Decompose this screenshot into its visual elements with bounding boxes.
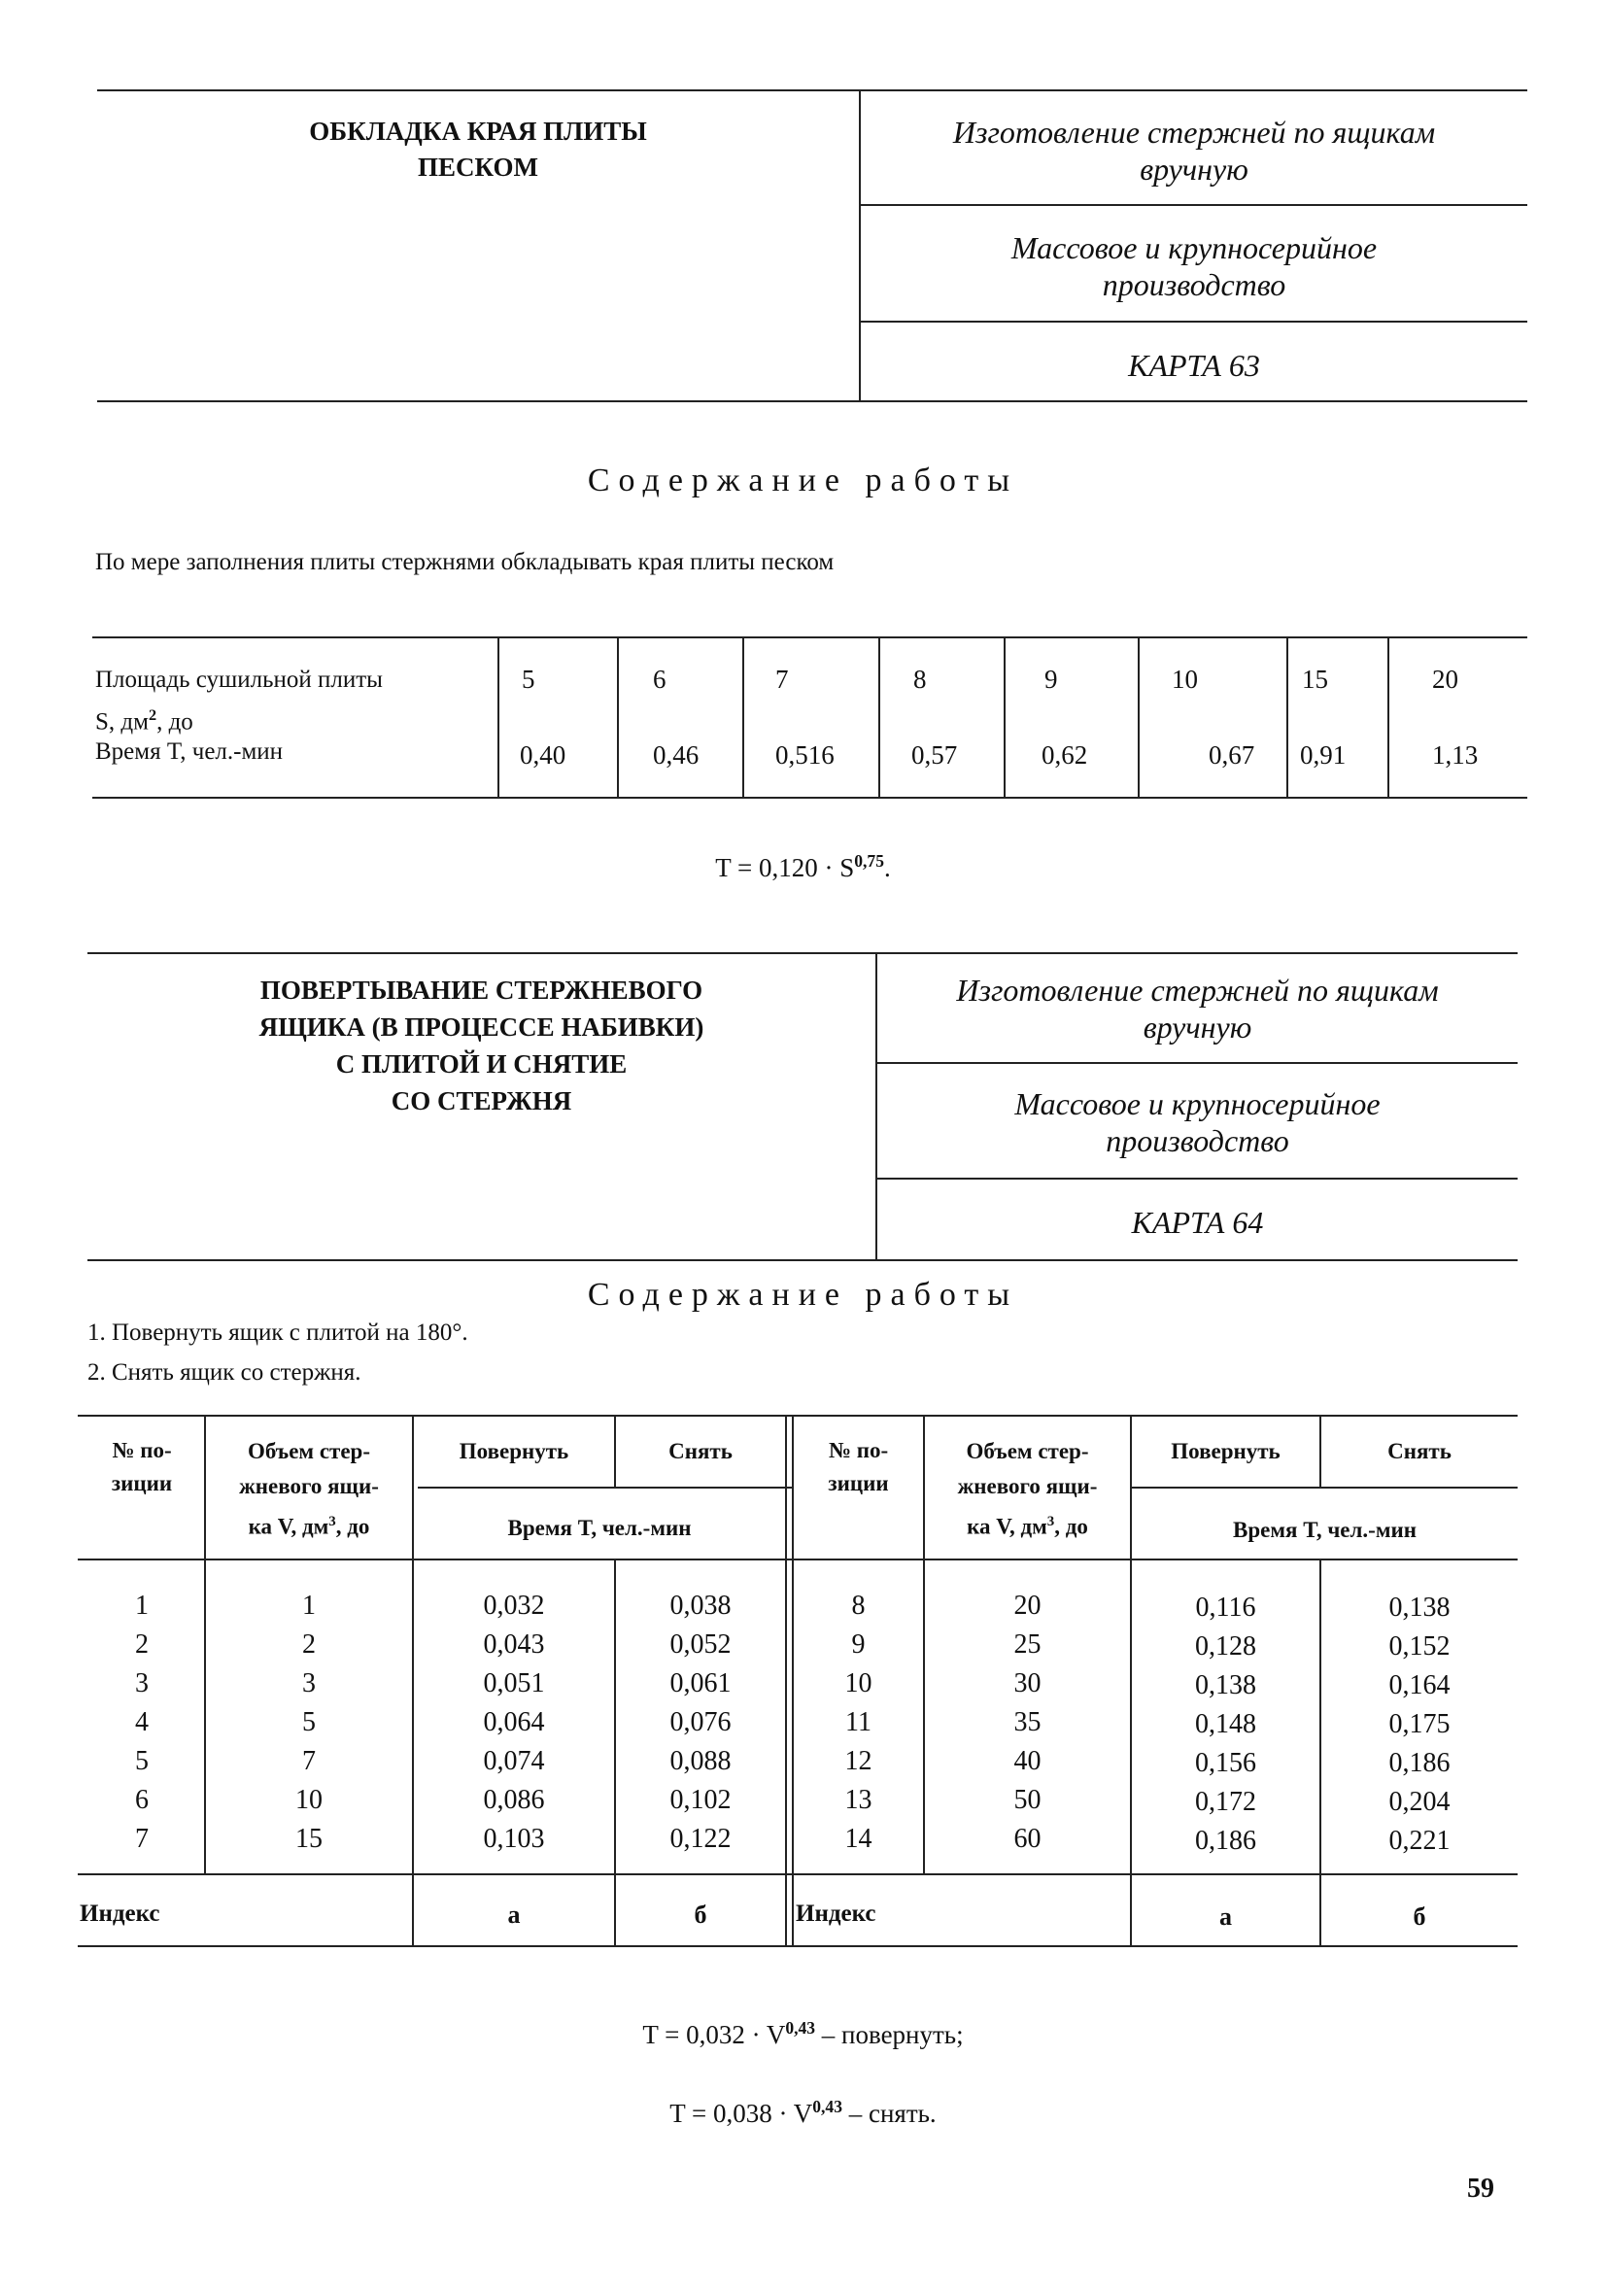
table-cell-vol: 1 (302, 1591, 316, 1621)
table-cell-vol: 3 (302, 1668, 316, 1698)
table-cell-turn: 0,086 (483, 1785, 545, 1815)
area-label-line1: Площадь сушильной плиты (95, 667, 383, 693)
area-value: 5 (522, 665, 535, 694)
area-value: 6 (653, 665, 666, 694)
card63-production (861, 229, 1527, 303)
card64-step1: 1. Повернуть ящик с плитой на 180°. (87, 1319, 468, 1346)
table-cell-turn: 0,128 (1195, 1631, 1256, 1662)
table-cell-remove: 0,204 (1388, 1787, 1451, 1817)
card63-number: КАРТА 63 (1128, 348, 1260, 383)
table-cell-remove: 0,088 (669, 1746, 732, 1776)
header-volume: Объем стер- жневого ящи- ка V, $дм^3$, до (239, 1439, 379, 1539)
table-cell-pos: 2 (135, 1629, 149, 1660)
table-cell-turn: 0,064 (483, 1707, 545, 1737)
area-label (95, 663, 494, 739)
card63-section-title: Содержание работы (587, 463, 1019, 498)
card63-process (861, 114, 1527, 188)
card64-title-line3: С ПЛИТОЙ И СНЯТИЕ (335, 1049, 628, 1079)
table-cell-turn: 0,156 (1195, 1748, 1256, 1778)
index-a: а (1219, 1902, 1232, 1931)
table-cell-vol: 20 (1013, 1591, 1042, 1621)
time-value: 0,40 (520, 740, 566, 770)
area-value: 20 (1432, 665, 1458, 694)
table-cell-turn: 0,043 (483, 1629, 545, 1660)
header-position: № по- зиции (828, 1438, 889, 1495)
table-cell-remove: 0,052 (669, 1629, 732, 1660)
table-cell-pos: 5 (135, 1746, 149, 1776)
table-cell-turn: 0,172 (1195, 1787, 1256, 1817)
time-label: Время T, чел.-мин (95, 738, 284, 765)
area-value: 10 (1172, 665, 1198, 694)
time-value: 0,57 (911, 740, 958, 770)
card64-title-line2: ЯЩИКА (В ПРОЦЕССЕ НАБИВКИ) (258, 1012, 704, 1042)
time-value: 0,62 (1042, 740, 1088, 770)
card63-process-line1: Изготовление стержней по ящикам (952, 115, 1436, 150)
table-cell-vol: 35 (1013, 1707, 1042, 1737)
table-cell-vol: 2 (302, 1629, 316, 1660)
card63-content: По мере заполнения плиты стержнями обкладывать края плиты песком (95, 549, 835, 575)
table-cell-remove: 0,138 (1388, 1593, 1451, 1623)
header-volume: Объем стер- жневого ящи- ка V, $дм^3$, до (957, 1439, 1098, 1539)
header-turn: Повернуть (1171, 1439, 1281, 1463)
card63-production-line1: Массовое и крупносерийное (1010, 230, 1378, 265)
table-cell-remove: 0,038 (669, 1591, 732, 1621)
table-cell-vol: 40 (1013, 1746, 1042, 1776)
table-cell-remove: 0,186 (1388, 1748, 1451, 1778)
card64-title-line1: ПОВЕРТЫВАНИЕ СТЕРЖНЕВОГО (259, 976, 703, 1005)
table-cell-vol: 5 (302, 1707, 316, 1737)
table-cell-turn: 0,186 (1195, 1826, 1256, 1856)
area-value: 15 (1302, 665, 1328, 694)
time-value: 1,13 (1432, 740, 1479, 770)
table-cell-vol: 15 (295, 1824, 323, 1854)
card64-process-line2: вручную (1143, 1010, 1252, 1045)
header-position: № по- зиции (111, 1438, 173, 1495)
card63-production-line2: производство (1102, 267, 1286, 302)
card64-process-line1: Изготовление стержней по ящикам (956, 973, 1439, 1008)
time-value: 0,46 (653, 740, 700, 770)
table-cell-vol: 30 (1013, 1668, 1042, 1698)
table-cell-turn: 0,032 (483, 1591, 545, 1621)
card63-formula: T = 0,120 · S$^{0,75}$. (715, 851, 891, 882)
table-cell-remove: 0,122 (669, 1824, 732, 1854)
table-cell-remove: 0,221 (1388, 1826, 1451, 1856)
area-value: 7 (775, 665, 789, 694)
card64-formula-turn: T = 0,032 · V$^{0,43}$ – повернуть; (642, 2018, 964, 2049)
table-cell-vol: 7 (302, 1746, 316, 1776)
header-remove: Снять (1387, 1439, 1452, 1463)
table-cell-turn: 0,051 (483, 1668, 545, 1698)
table-cell-remove: 0,152 (1388, 1631, 1451, 1662)
page-number: 59 (1467, 2174, 1494, 2204)
table-cell-pos: 12 (844, 1746, 872, 1776)
card63-title-line1: ОБКЛАДКА КРАЯ ПЛИТЫ (309, 117, 647, 146)
table-cell-pos: 1 (135, 1591, 149, 1621)
index-label: Индекс (796, 1901, 876, 1927)
table-cell-turn: 0,103 (483, 1824, 545, 1854)
table-cell-pos: 3 (135, 1668, 149, 1698)
table-cell-vol: 60 (1013, 1824, 1042, 1854)
table-cell-turn: 0,074 (483, 1746, 545, 1776)
card64-number: КАРТА 64 (1131, 1205, 1264, 1240)
table-cell-turn: 0,148 (1195, 1709, 1256, 1739)
card64-section-title: Содержание работы (587, 1277, 1019, 1313)
card63-title-line2: ПЕСКОМ (418, 153, 538, 182)
table-cell-vol: 25 (1013, 1629, 1042, 1660)
header-remove: Снять (668, 1439, 733, 1463)
table-cell-remove: 0,076 (669, 1707, 732, 1737)
index-label: Индекс (80, 1901, 160, 1927)
card64-production (877, 1085, 1518, 1159)
table-cell-turn: 0,138 (1195, 1670, 1256, 1700)
card64-process (877, 972, 1518, 1045)
index-b: б (1413, 1902, 1426, 1931)
header-time: Время T, чел.-мин (1233, 1518, 1417, 1542)
table-cell-pos: 4 (135, 1707, 149, 1737)
card64-title (87, 972, 875, 1119)
table-cell-remove: 0,164 (1388, 1670, 1451, 1700)
table-cell-remove: 0,061 (669, 1668, 732, 1698)
header-time: Время T, чел.-мин (507, 1516, 692, 1540)
card64-production-line1: Массовое и крупносерийное (1014, 1086, 1381, 1121)
table-cell-pos: 7 (135, 1824, 149, 1854)
table-cell-turn: 0,116 (1195, 1593, 1256, 1623)
table-cell-pos: 10 (844, 1668, 872, 1698)
card63-title (97, 114, 859, 186)
table-cell-pos: 8 (851, 1591, 866, 1621)
table-cell-remove: 0,175 (1388, 1709, 1451, 1739)
time-value: 0,67 (1209, 740, 1255, 770)
table-cell-pos: 9 (851, 1629, 866, 1660)
index-b: б (694, 1901, 707, 1929)
table-cell-vol: 10 (295, 1785, 323, 1815)
card64-title-line4: СО СТЕРЖНЯ (391, 1086, 572, 1115)
table-cell-remove: 0,102 (669, 1785, 732, 1815)
card64-formula-remove: T = 0,038 · V$^{0,43}$ – снять. (669, 2097, 937, 2128)
area-label-line2: S, $дм^2$, до (95, 706, 193, 736)
table-cell-pos: 14 (844, 1824, 872, 1854)
area-value: 8 (913, 665, 927, 694)
table-cell-pos: 6 (135, 1785, 149, 1815)
table-cell-pos: 13 (844, 1785, 872, 1815)
card64-step2: 2. Снять ящик со стержня. (87, 1359, 361, 1386)
area-value: 9 (1044, 665, 1058, 694)
table-cell-pos: 11 (845, 1707, 871, 1737)
card63-process-line2: вручную (1140, 152, 1248, 187)
table-cell-vol: 50 (1013, 1785, 1042, 1815)
header-turn: Повернуть (459, 1439, 569, 1463)
time-value: 0,91 (1300, 740, 1347, 770)
index-a: а (507, 1901, 521, 1929)
time-value: 0,516 (775, 740, 835, 770)
card64-production-line2: производство (1106, 1123, 1289, 1158)
